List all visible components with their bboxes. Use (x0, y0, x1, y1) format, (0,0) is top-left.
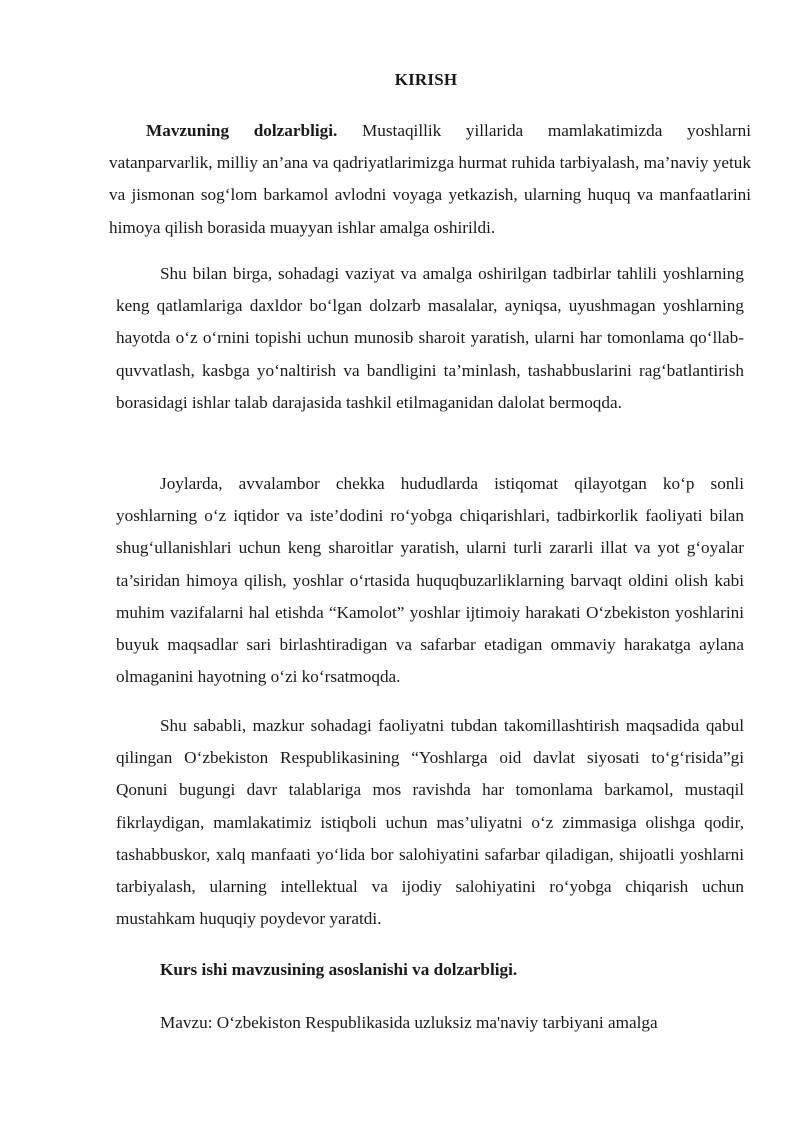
paragraph-topic: Mavzu: O‘zbekiston Respublikasida uzluksiz ma'naviy tarbiyani amalga (160, 1013, 658, 1032)
page-title: KIRISH (394, 70, 458, 89)
paragraph-relevance (109, 115, 751, 244)
paragraph-law: Shu sababli, mazkur sohadagi faoliyatni tubdan takomillashtirish maqsadida qabul qilingan O‘zbekiston Respublikasining “Yoshlarga oid davlat siyosati to‘g‘risida”gi Qonuni bugungi davr talablariga mos ravishda har tomonlama barkamol, mustaqil fikrlaydigan, mamlakatimiz istiqboli uchun mas’uliyatni o‘z zimmasiga olishga qodir, tashabbuskor, xalq manfaati yo‘lida bor salohiyatini safarbar qiladigan, shijoatli yoshlarni tarbiyalash, ularning intellektual va ijodiy salohiyatini ro‘yobga chiqarish uchun mustahkam huquqiy poydevor yaratdi. (116, 716, 744, 929)
paragraph-situation: Shu bilan birga, sohadagi vaziyat va amalga oshirilgan tadbirlar tahlili yoshlarning keng qatlamlariga daxldor bo‘lgan dolzarb masalalar, ayniqsa, uyushmagan yoshlarning hayotda o‘z o‘rnini topishi uchun munosib sharoit yaratish, ularni har tomonlama qo‘llab-quvvatlash, kasbga yo‘naltirish va bandligini ta’minlash, tashabbuslarini rag‘batlantirish borasidagi ishlar talab darajasida tashkil etilmaganidan dalolat bermoqda. (116, 264, 744, 412)
section-subheading: Kurs ishi mavzusining asoslanishi va dolzarbligi. (160, 960, 518, 979)
paragraph-body: Mustaqillik yillarida mamlakatimizda yoshlarni vatanparvarlik, milliy an’ana va qadriyatlarimizga hurmat ruhida tarbiyalash, ma’naviy yetuk va jismonan sog‘lom barkamol avlodni voyaga yetkazish, ularning huquq va manfaatlarini himoya qilish borasida muayyan ishlar amalga oshirildi. (109, 121, 751, 237)
paragraph-regions: Joylarda, avvalambor chekka hududlarda istiqomat qilayotgan ko‘p sonli yoshlarning o‘z iqtidor va iste’dodini ro‘yobga chiqarishlari, tadbirkorlik faoliyati bilan shug‘ullanishlari uchun keng sharoitlar yaratish, ularni turli zararli illat va yot g‘oyalar ta’siridan himoya qilish, yoshlar o‘rtasida huquqbuzarliklarning barvaqt oldini olish kabi muhim vazifalarni hal etishda “Kamolot” yoshlar ijtimoiy harakati O‘zbekiston yoshlarini buyuk maqsadlar sari birlashtiradigan va safarbar etadigan ommaviy harakatga aylana olmaganini hayotning o‘zi ko‘rsatmoqda. (116, 474, 744, 687)
paragraph-lead: Mavzuning dolzarbligi. (146, 121, 338, 140)
